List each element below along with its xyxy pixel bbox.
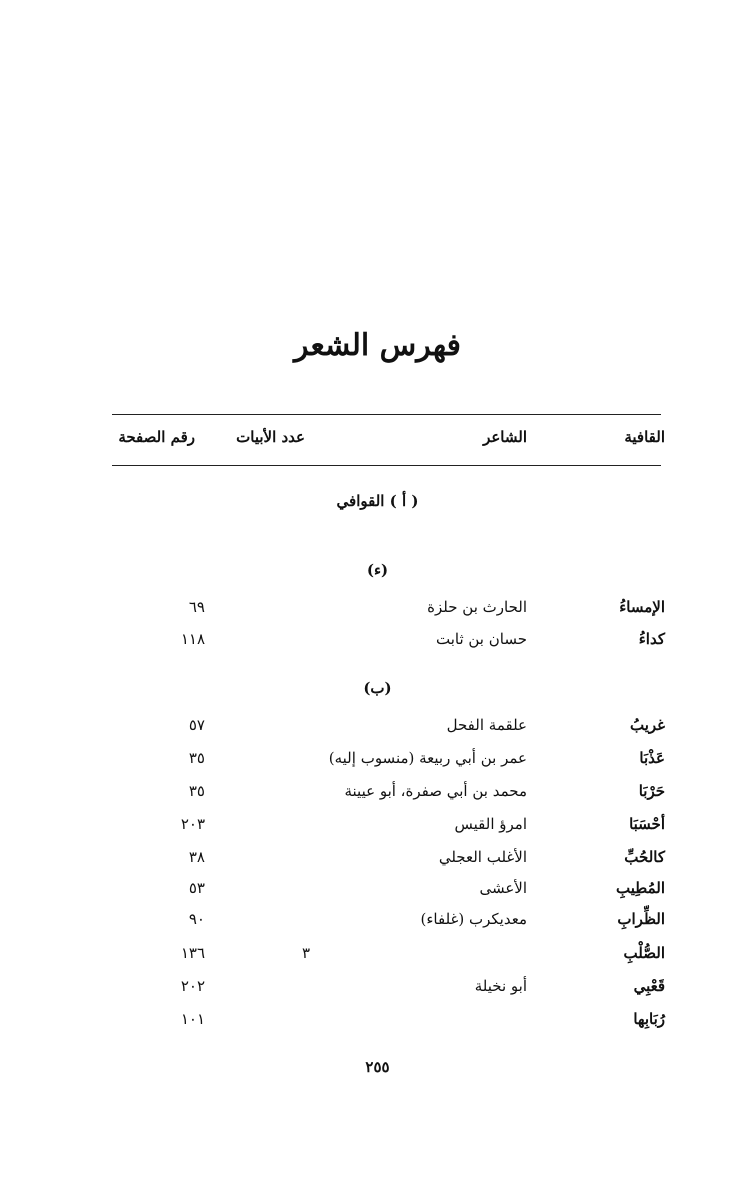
rhyme-cell: حَرْبَا — [638, 782, 665, 800]
column-header-verses: عدد الأبيات — [236, 428, 305, 446]
rhyme-cell: كداءُ — [638, 630, 665, 648]
table-row — [0, 944, 755, 974]
column-header-rhyme: القافية — [624, 428, 665, 446]
poet-cell: علقمة الفحل — [446, 716, 527, 734]
page-cell: ٥٣ — [188, 879, 205, 897]
rhyme-cell: عَذْبَا — [639, 749, 665, 767]
poet-cell: عمر بن أبي ربيعة (منسوب إليه) — [328, 749, 527, 767]
rhyme-cell: المُطِيبِ — [616, 879, 665, 897]
page-cell: ٢٠٢ — [180, 977, 205, 995]
table-row — [0, 815, 755, 845]
column-header-page: رقم الصفحة — [118, 428, 195, 446]
rhyme-cell: الظِّرابِ — [617, 910, 665, 928]
table-row — [0, 848, 755, 878]
page-cell: ٦٩ — [188, 598, 205, 616]
page-cell: ٣٥ — [188, 749, 205, 767]
table-row — [0, 782, 755, 812]
group-letter-ba: (ب) — [363, 679, 392, 697]
table-row — [0, 879, 755, 909]
poet-cell: حسان بن ثابت — [435, 630, 527, 648]
table-row — [0, 977, 755, 1007]
poet-cell: أبو نخيلة — [474, 977, 527, 995]
section-heading: ( أ ) القوافي — [336, 492, 419, 510]
page-cell: ١٠١ — [180, 1010, 205, 1028]
page-cell: ٣٨ — [188, 848, 205, 866]
rhyme-cell: الصُّلْبِ — [623, 944, 665, 962]
rhyme-cell: الإمساءُ — [619, 598, 665, 616]
rhyme-cell: غريبُ — [629, 716, 665, 734]
table-row — [0, 1010, 755, 1040]
poet-cell: الأغلب العجلي — [438, 848, 527, 866]
page-cell: ١١٨ — [180, 630, 205, 648]
table-bottom-rule — [112, 465, 661, 466]
rhyme-cell: قَعْبِي — [633, 977, 665, 995]
poet-cell: امرؤ القيس — [454, 815, 527, 833]
poet-cell: الأعشى — [479, 879, 527, 897]
poet-cell: معديكرب (غلفاء) — [420, 910, 527, 928]
poet-cell: الحارث بن حلزة — [427, 598, 527, 616]
page-cell: ٢٠٣ — [180, 815, 205, 833]
rhyme-cell: كالحُبِّ — [624, 848, 665, 866]
column-header-poet: الشاعر — [483, 428, 527, 446]
table-row — [0, 749, 755, 779]
rhyme-cell: رُبَابِها — [633, 1010, 665, 1028]
table-row — [0, 716, 755, 746]
page-cell: ٩٠ — [188, 910, 205, 928]
table-row — [0, 630, 755, 660]
poet-cell: محمد بن أبي صفرة، أبو عيينة — [344, 782, 527, 800]
group-letter-hamza: (ء) — [366, 561, 389, 579]
table-row — [0, 910, 755, 940]
table-top-rule — [112, 414, 661, 415]
rhyme-cell: أحْسَبَا — [629, 815, 665, 833]
verses-cell: ٣ — [301, 944, 310, 962]
table-row — [0, 598, 755, 628]
page-cell: ١٣٦ — [180, 944, 205, 962]
page-cell: ٥٧ — [188, 716, 205, 734]
page-title: فهرس الشعر — [293, 328, 462, 363]
page-cell: ٣٥ — [188, 782, 205, 800]
page-number: ٢٥٥ — [365, 1058, 390, 1076]
